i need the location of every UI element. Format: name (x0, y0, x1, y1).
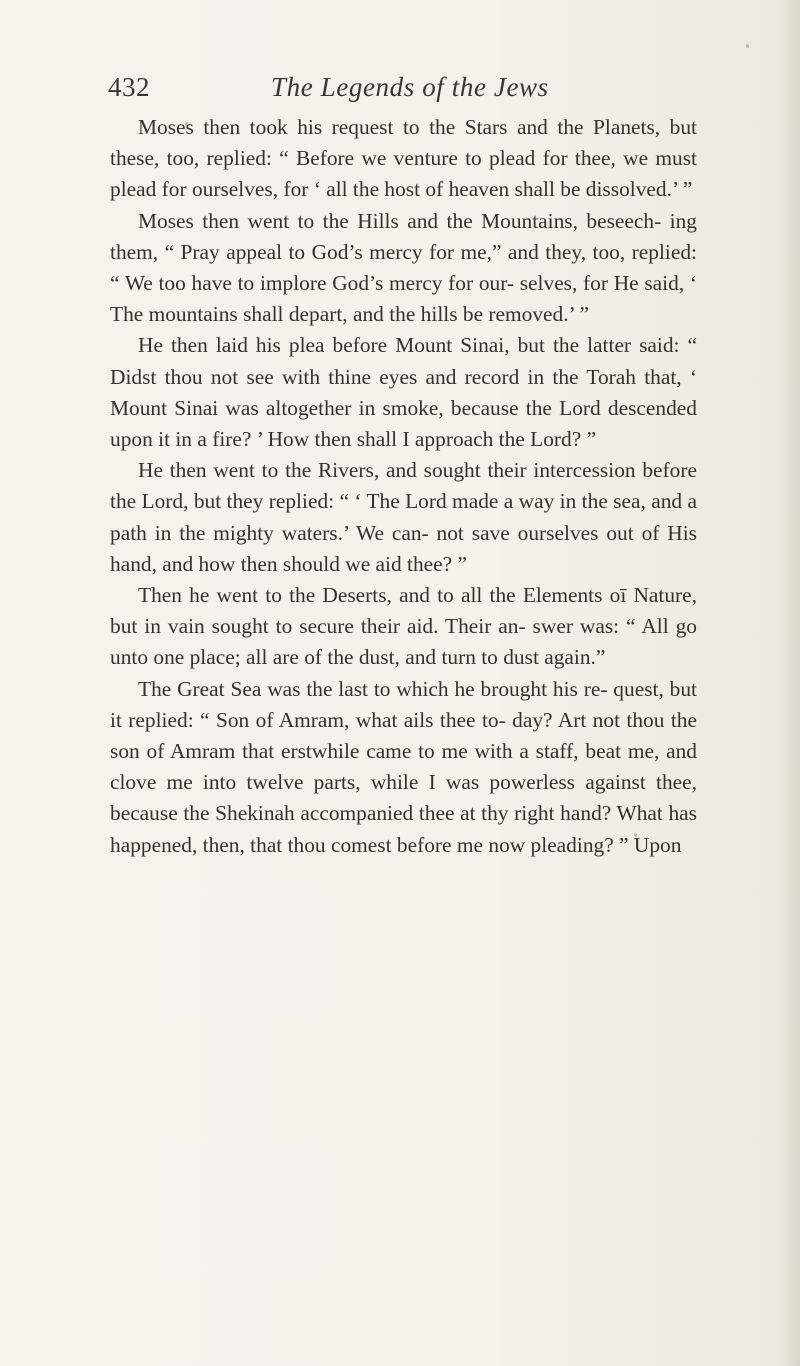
ink-speck (746, 44, 749, 48)
page-header (108, 70, 708, 110)
paragraph: Moses then went to the Hills and the Mountains, beseech- ing them, “ Pray appeal to God’s mercy for me,” and they, too, replied: “ We too have to implore God’s mercy for our- selves, for He said, ‘ The mountains shall depart, and the hills be removed.’ ” (110, 208, 697, 327)
paragraph: Moses then took his request to the Stars and the Planets, but these, too, replied: “ Before we venture to plead for thee, we must plead for ourselves, for ‘ all the host of heaven shall be dissolved.’ ” (110, 115, 697, 202)
page-number: 432 (108, 72, 150, 102)
paragraph: The Great Sea was the last to which he brought his re- quest, but it replied: “ Son of Amram, what ails thee to- day? Art not thou the son of Amram that erstwhile came to me with a staff, beat me, and clove me into twelve parts, while I was powerless against thee, because the Shekinah accompanied thee at thy right hand? What has happened, then, that thou comest before me now pleading? ” Upon (110, 676, 697, 857)
paragraph: He then went to the Rivers, and sought their intercession before the Lord, but they replied: “ ‘ The Lord made a way in the sea, and a path in the mighty waters.’ We can- not save ourselves out of His hand, and how then should we aid thee? ” (110, 458, 697, 576)
page-edge-shadow (782, 0, 800, 1366)
body-text (110, 112, 697, 861)
paragraph: He then laid his plea before Mount Sinai, but the latter said: “ Didst thou not see with thine eyes and record in the Torah that, ‘ Mount Sinai was altogether in smoke, because the Lord descended upon it in a fire? ’ How then shall I approach the Lord? ” (110, 333, 697, 452)
paragraph: Then he went to the Deserts, and to all the Elements oī Nature, but in vain sought to secure their aid. Their an- swer was: “ All go unto one place; all are of the dust, and turn to dust again.” (110, 583, 697, 670)
running-title: The Legends of the Jews (271, 72, 549, 102)
